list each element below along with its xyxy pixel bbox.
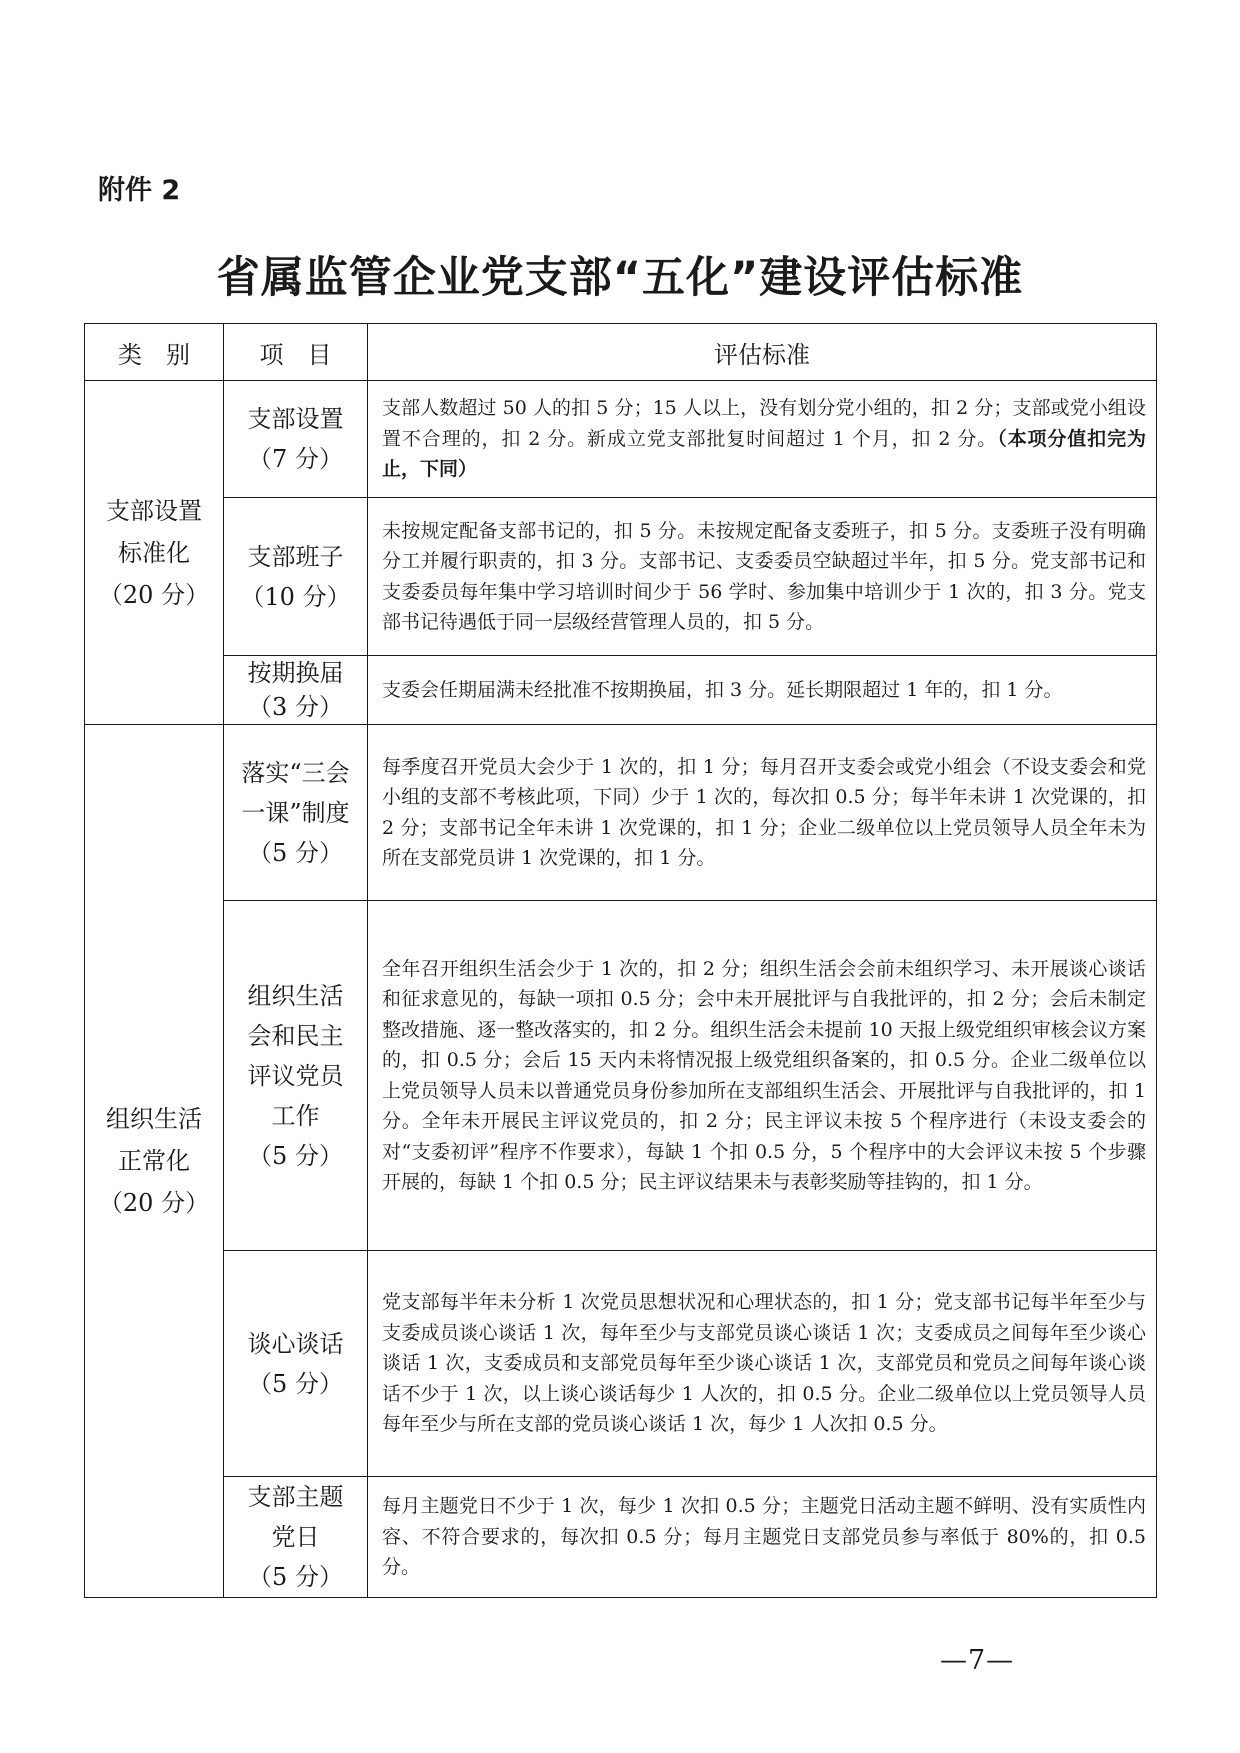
category-cell-organizational-life [85,725,224,1598]
item-cell [224,1477,368,1598]
table-row [85,1251,1157,1477]
item-name-line: （5 分） [248,1141,343,1170]
item-cell [224,498,368,656]
item-name-line: 支部班子 [247,542,344,571]
item-name-line: （5 分） [248,1563,343,1591]
item-name-line: 评议党员 [247,1061,344,1090]
item-name-line: 支部设置 [247,405,344,433]
header-item: 项 目 [224,324,368,381]
page-number: —7— [940,1645,1015,1676]
table-row [85,1477,1157,1598]
category-cell-branch-setup [85,381,224,725]
category-name-line: （20 分） [98,580,210,609]
attachment-label: 附件 2 [98,175,181,206]
criteria-cell: 支委会任期届满未经批准不按期换届，扣 3 分。延长期限超过 1 年的，扣 1 分。 [368,656,1157,725]
table-row [85,901,1157,1251]
item-cell [224,381,368,498]
item-name-line: 支部主题 [247,1483,344,1511]
item-name-line: 落实“三会 [241,758,350,787]
criteria-cell: 党支部每半年未分析 1 次党员思想状况和心理状态的，扣 1 分；党支部书记每半年至少与支委成员谈心谈话 1 次，每年至少与支部党员谈心谈话 1 次；支委成员之间每年至少谈心谈话 1 次，支委成员和支部党员每年至少谈心谈话 1 次，支部党员和党员之间每年谈心谈话不少于 1 次，以上谈心谈话每少 1 人次的，扣 0.5 分。企业二级单位以上党员领导人员每年至少与所在支部的党员谈心谈话 1 次，每少 1 人次扣 0.5 分。 [368,1251,1157,1477]
category-name-line: 支部设置 [106,496,202,525]
item-name-line: 会和民主 [247,1021,344,1050]
table-row [85,498,1157,656]
category-name-line: 组织生活 [106,1105,202,1133]
item-cell [224,1251,368,1477]
item-cell [224,901,368,1251]
header-criteria: 评估标准 [368,324,1157,381]
document-title: 省属监管企业党支部“五化”建设评估标准 [216,253,1024,303]
item-cell [224,656,368,725]
header-category: 类 别 [85,324,224,381]
item-name-line: 按期换届 [247,659,344,687]
item-name-line: （5 分） [248,1369,343,1398]
item-name-line: 谈心谈话 [247,1329,344,1358]
item-name-line: （3 分） [248,693,343,721]
table-header-row [85,324,1157,381]
item-name-line: （10 分） [240,582,351,611]
item-name-line: （7 分） [248,445,343,473]
category-name-line: （20 分） [98,1189,210,1217]
item-name-line: 工作 [271,1101,320,1130]
item-name-line: 一课”制度 [241,798,350,827]
category-name-line: 正常化 [118,1147,190,1175]
criteria-text: 支部人数超过 50 人的扣 5 分；15 人以上，没有划分党小组的，扣 2 分；支部或党小组设置不合理的，扣 2 分。新成立党支部批复时间超过 1 个月，扣 2 分。 [382,397,1146,450]
criteria-cell: 每季度召开党员大会少于 1 次的，扣 1 分；每月召开支委会或党小组会（不设支委会和党小组的支部不考核此项，下同）少于 1 次的，每次扣 0.5 分；每半年未讲 1 次党课的，扣 2 分；支部书记全年未讲 1 次党课的，扣 1 分；企业二级单位以上党员领导人员全年未为所在支部党员讲 1 次党课的，扣 1 分。 [368,725,1157,901]
criteria-cell: 全年召开组织生活会少于 1 次的，扣 2 分；组织生活会会前未组织学习、未开展谈心谈话和征求意见的，每缺一项扣 0.5 分；会中未开展批评与自我批评的，扣 2 分；会后未制定整改措施、逐一整改落实的，扣 2 分。组织生活会未提前 10 天报上级党组织审核会议方案的，扣 0.5 分；会后 15 天内未将情况报上级党组织备案的，扣 0.5 分。企业二级单位以上党员领导人员未以普通党员身份参加所在支部组织生活会、开展批评与自我批评的，扣 1 分。全年未开展民主评议党员的，扣 2 分；民主评议未按 5 个程序进行（未设支委会的对“支委初评”程序不作要求），每缺 1 个扣 0.5 分，5 个程序中的大会评议未按 5 个步骤开展的，每缺 1 个扣 0.5 分；民主评议结果未与表彰奖励等挂钩的，扣 1 分。 [368,901,1157,1251]
category-name-line: 标准化 [118,538,190,567]
table-row [85,656,1157,725]
criteria-cell: 每月主题党日不少于 1 次，每少 1 次扣 0.5 分；主题党日活动主题不鲜明、没有实质性内容、不符合要求的，每次扣 0.5 分；每月主题党日支部党员参与率低于 80%的，扣 0.5 分。 [368,1477,1157,1598]
evaluation-standards-table [84,323,1157,1598]
criteria-note: （本项分值扣完为止，下同） [382,427,1146,481]
criteria-cell: 未按规定配备支部书记的，扣 5 分。未按规定配备支委班子，扣 5 分。支委班子没有明确分工并履行职责的，扣 3 分。支部书记、支委委员空缺超过半年，扣 5 分。党支部书记和支委委员每年集中学习培训时间少于 56 学时、参加集中培训少于 1 次的，扣 3 分。党支部书记待遇低于同一层级经营管理人员的，扣 5 分。 [368,498,1157,656]
item-name-line: （5 分） [248,838,343,867]
table-row [85,381,1157,498]
item-name-line: 党日 [271,1523,320,1551]
item-name-line: 组织生活 [247,981,344,1010]
item-cell [224,725,368,901]
table-row [85,725,1157,901]
criteria-cell [368,381,1157,498]
